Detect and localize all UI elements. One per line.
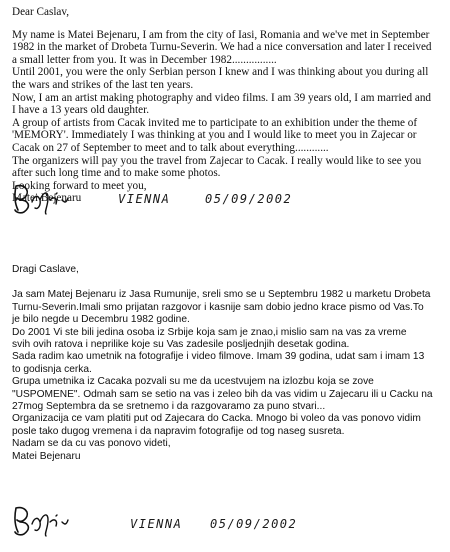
letter-line: Cacak on 27 of September to meet and to talk about everything............ xyxy=(12,141,329,154)
handwritten-signature xyxy=(10,178,80,218)
signer-name: Matei Bejenaru xyxy=(12,450,81,462)
handwritten-place: VIENNA xyxy=(130,517,183,531)
signature-block-english xyxy=(0,178,450,228)
letter-line: Now, I am an artist making photography and video films. I am 39 years old, I am married and xyxy=(12,91,432,104)
letter-line: 1982 in the market of Drobeta Turnu-Severin. We had a nice conversation and later I received xyxy=(12,41,432,54)
letter-line: Grupa umetnika iz Cacaka pozvali su me da ucestvujem na izlozbu koja se zove xyxy=(12,376,374,388)
letter-line: My name is Matei Bejenaru, I am from the city of Iasi, Romania and we've met in September xyxy=(12,28,430,41)
body-serbian xyxy=(12,289,442,463)
letter-line: after such long time and to make some photos. xyxy=(12,167,221,180)
letter-line: a small letter from you. It was in December 1982................ xyxy=(12,53,277,66)
letter-line: Turnu-Severin.Imali smo prijatan razgovor i kasnije sam dobio jedno krace pismo od Vas.To xyxy=(12,301,424,313)
letter-line: svih ovih ratova i neprilike koje su Vas zadesile posljednjih desetak godina. xyxy=(12,339,350,351)
greeting-serbian: Dragi Caslave, xyxy=(12,264,79,275)
handwritten-date: 05/09/2002 xyxy=(205,192,293,206)
letter-line: I have a 13 years old daughter. xyxy=(12,104,149,117)
signature-block-serbian xyxy=(0,500,450,550)
letter-line: Looking forward to meet you, xyxy=(12,179,147,192)
greeting-english: Dear Caslav, xyxy=(12,6,70,18)
handwritten-signature xyxy=(10,500,80,540)
letter-line: je bilo negde u Decembru 1982 godine. xyxy=(12,314,190,326)
letter-line: A group of artists from Cacak invited me to participate to an exhibition under the theme of xyxy=(12,116,418,129)
letter-line: posle tako dugog vremena i da napravim fotografije od tog naseg susreta. xyxy=(12,425,345,437)
letter-line: 'MEMORY'. Immediately I was thinking at you and I would like to meet you in Zajecar or xyxy=(12,129,417,142)
letter-line: 27mog Septembra da se sretnemo i da razgovaramo za puno stvari... xyxy=(12,401,326,413)
letter-line: the wars and strikes of the last ten years. xyxy=(12,78,194,91)
letter-line: Nadam se da cu vas ponovo videti, xyxy=(12,438,171,450)
signer-name: Matei Bejenaru xyxy=(12,192,82,205)
handwritten-date: 05/09/2002 xyxy=(210,517,298,531)
letter-line: Do 2001 Vi ste bili jedina osoba iz Srbije koja sam je znao,i mislio sam na vas za vreme xyxy=(12,326,407,338)
letter-line: Sada radim kao umetnik na fotografije i video filmove. Imam 39 godina, udat sam i imam 13 xyxy=(12,351,425,363)
letter-line: Until 2001, you were the only Serbian person I knew and I was thinking about you during all xyxy=(12,66,429,79)
letter-line: Organizacija ce vam platiti put od Zajecara do Cacka. Mnogo bi voleo da vas ponovo vidim xyxy=(12,413,421,425)
letter-line: "USPOMENE". Odmah sam se setio na vas i zeleo bih da vas vidim u Zajecaru ili u Cacku na xyxy=(12,388,433,400)
handwritten-place: VIENNA xyxy=(118,192,171,206)
letter-line: to godisnja cerka. xyxy=(12,363,92,375)
letter-english xyxy=(12,6,442,205)
letter-line: The organizers will pay you the travel from Zajecar to Cacak. I really would like to see you xyxy=(12,154,422,167)
letter-serbian xyxy=(12,264,442,463)
letter-line: Ja sam Matej Bejenaru iz Jasa Rumunije, sreli smo se u Septembru 1982 u marketu Drobeta xyxy=(12,289,431,301)
